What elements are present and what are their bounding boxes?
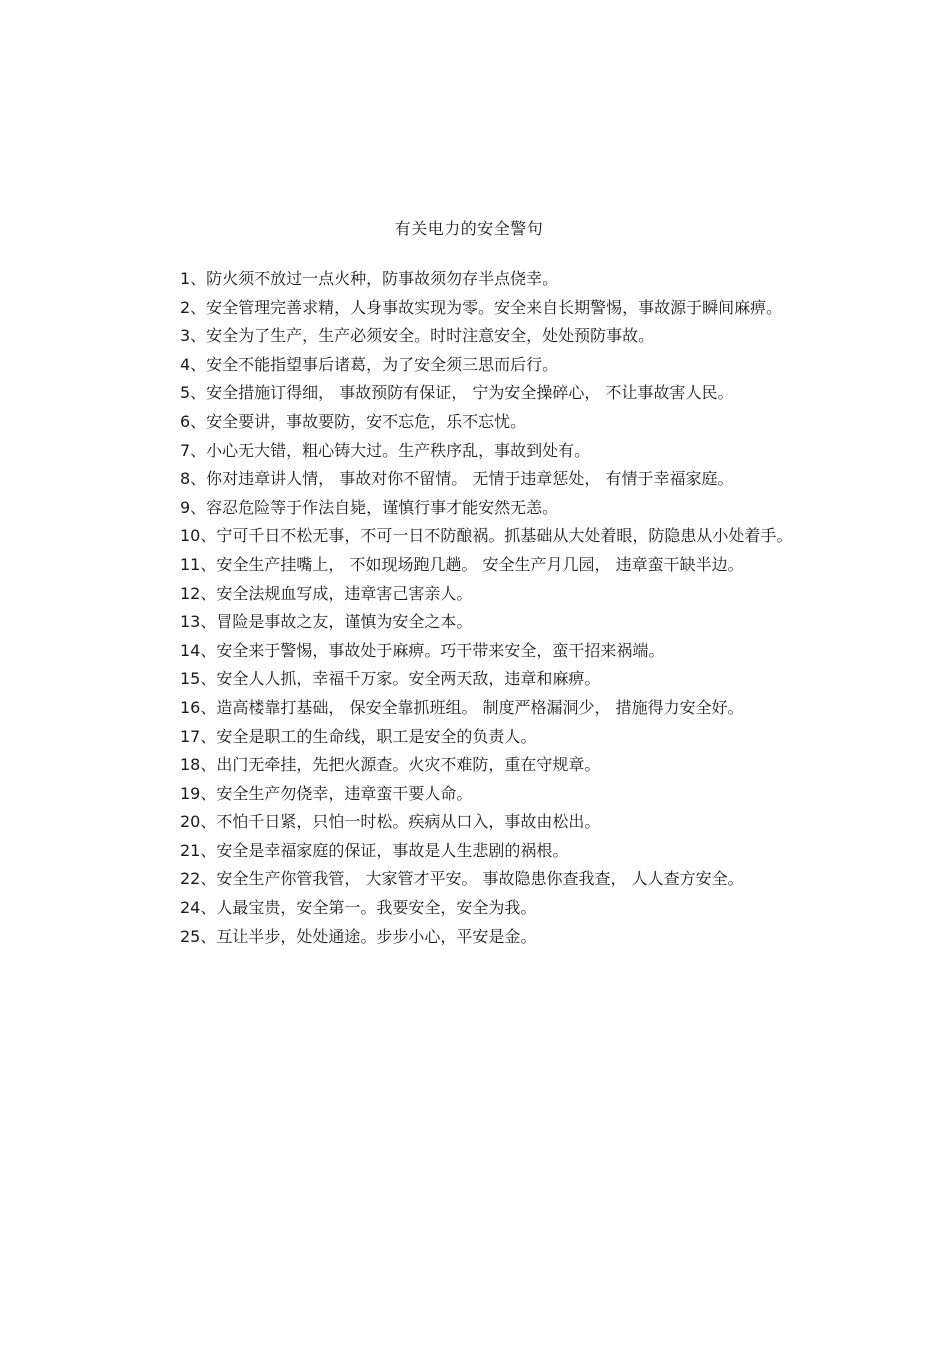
- list-item: 8、你对违章讲人情， 事故对你不留情。 无情于违章惩处， 有情于幸福家庭。: [180, 469, 734, 489]
- list-item: 16、造高楼靠打基础， 保安全靠抓班组。 制度严格漏洞少， 措施得力安全好。: [180, 697, 744, 717]
- list-item: 2、安全管理完善求精，人身事故实现为零。安全来自长期警惕，事故源于瞬间麻痹。: [180, 297, 783, 317]
- list-item: 17、安全是职工的生命线，职工是安全的负责人。: [180, 726, 537, 746]
- list-item: 4、安全不能指望事后诸葛，为了安全须三思而后行。: [180, 354, 559, 374]
- list-item: 1、防火须不放过一点火种，防事故须勿存半点侥幸。: [180, 269, 559, 288]
- list-item: 3、安全为了生产，生产必须安全。时时注意安全，处处预防事故。: [180, 326, 655, 346]
- slogan-list: [144, 265, 804, 951]
- list-item: 10、宁可千日不松无事，不可一日不防酿祸。抓基础从大处着眼，防隐患从小处着手。: [180, 526, 793, 546]
- list-item: 9、容忍危险等于作法自毙，谨慎行事才能安然无恙。: [180, 497, 559, 517]
- list-item: 22、安全生产你管我管， 大家管才平安。 事故隐患你查我查， 人人查方安全。: [180, 869, 744, 889]
- list-item: 5、安全措施订得细， 事故预防有保证， 宁为安全操碎心， 不让事故害人民。: [180, 383, 734, 403]
- list-item: 15、安全人人抓，幸福千万家。安全两天敌，违章和麻痹。: [180, 669, 601, 689]
- list-item: 24、人最宝贵，安全第一。我要安全，安全为我。: [180, 898, 537, 918]
- document-title: 有关电力的安全警句: [394, 219, 544, 238]
- list-item: 20、不怕千日紧，只怕一时松。疾病从口入，事故由松出。: [180, 812, 601, 832]
- list-item: 11、安全生产挂嘴上， 不如现场跑几趟。 安全生产月几园， 违章蛮干缺半边。: [180, 554, 744, 574]
- list-item: 25、互让半步，处处通途。步步小心，平安是金。: [180, 926, 537, 946]
- list-item: 13、冒险是事故之友，谨慎为安全之本。: [180, 612, 473, 632]
- list-item: 14、安全来于警惕，事故处于麻痹。巧干带来安全，蛮干招来祸端。: [180, 640, 665, 660]
- list-item: 18、出门无牵挂，先把火源查。火灾不难防，重在守规章。: [180, 755, 601, 775]
- list-item: 21、安全是幸福家庭的保证，事故是人生悲剧的祸根。: [180, 840, 569, 860]
- list-item: 6、安全要讲，事故要防，安不忘危，乐不忘忧。: [180, 411, 527, 431]
- list-item: 7、小心无大错，粗心铸大过。生产秩序乱，事故到处有。: [180, 440, 591, 460]
- list-item: 19、安全生产勿侥幸，违章蛮干要人命。: [180, 783, 473, 803]
- list-item: 12、安全法规血写成，违章害己害亲人。: [180, 583, 473, 603]
